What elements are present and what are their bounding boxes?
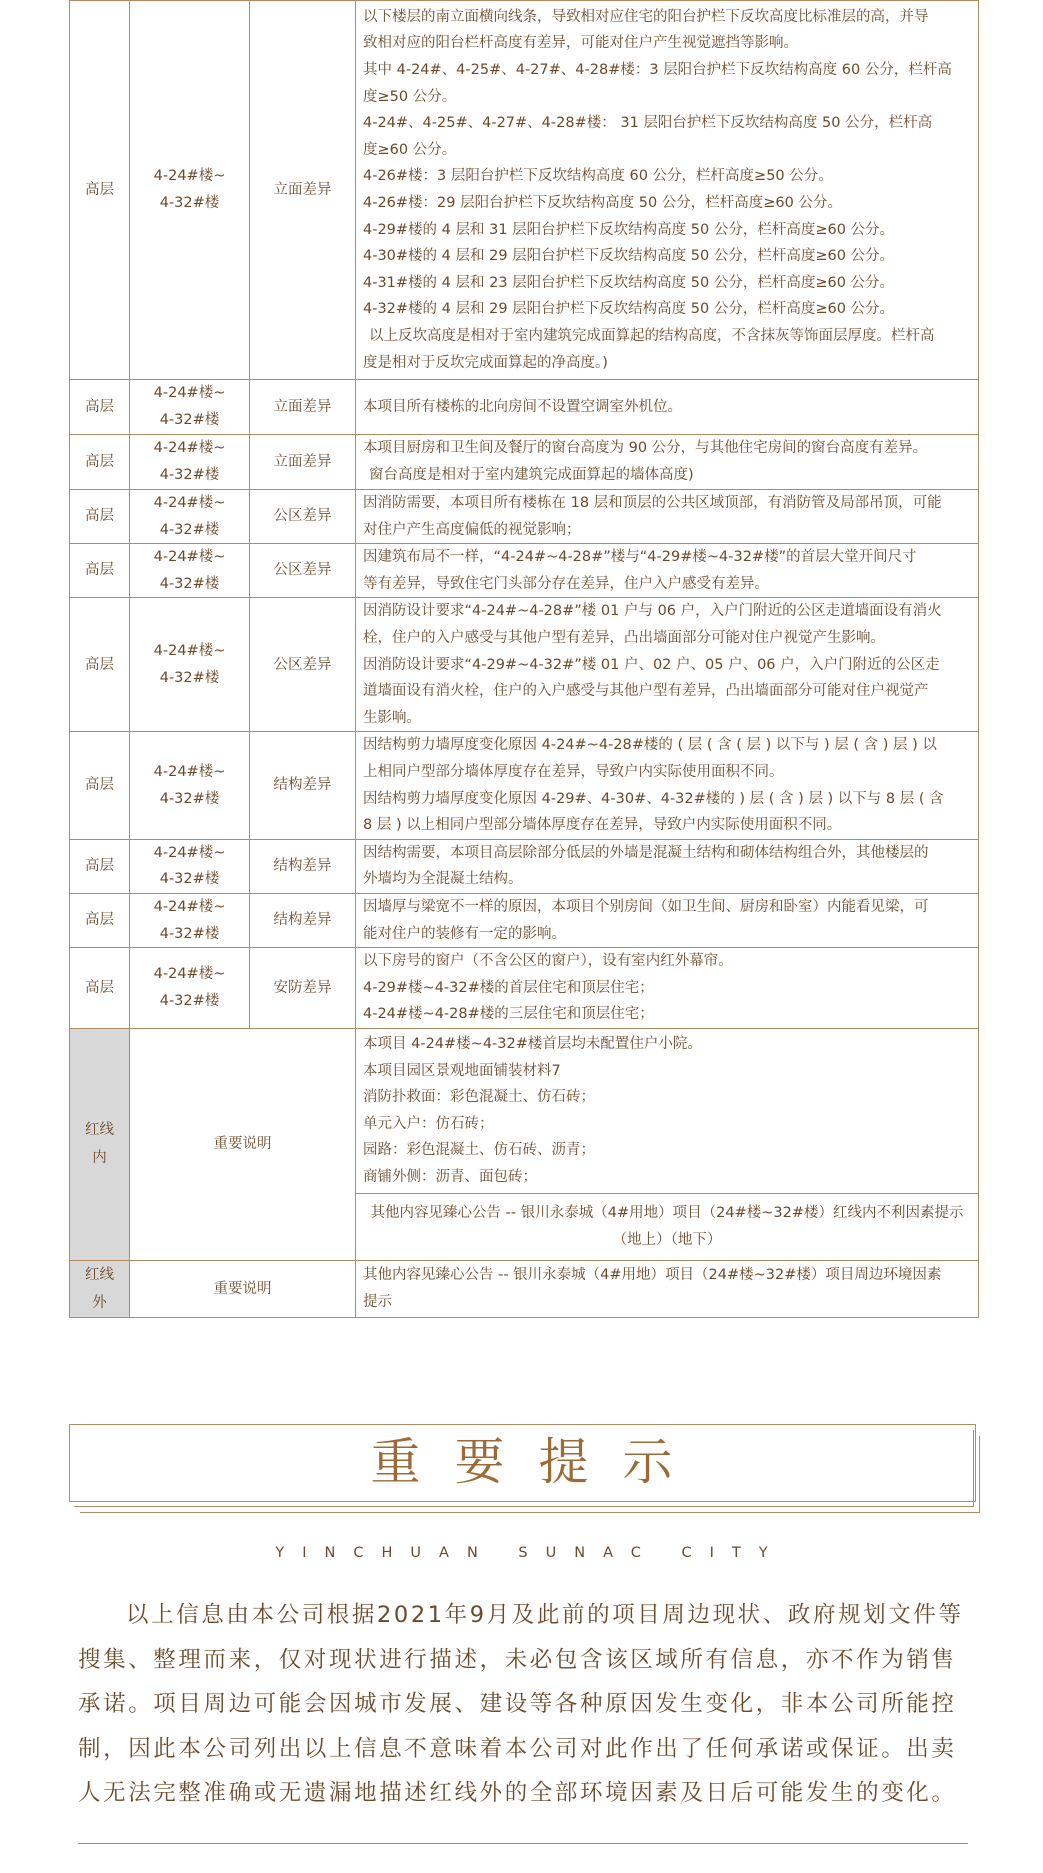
- description-line: 因消防设计要求“4-24#~4-28#”楼 01 户与 06 户，入户门附近的公区走道墙面设有消火: [363, 603, 942, 620]
- level-cell: 高层: [70, 839, 130, 893]
- building-range-line: 4-24#楼~: [153, 763, 226, 780]
- description-line: 致相对应的阳台栏杆高度有差异，可能对住户产生视觉遮挡等影响。: [363, 35, 798, 52]
- description-cell: [356, 732, 979, 839]
- description-line: 8 层 ) 以上相同户型部分墙体厚度存在差异，导致户内实际使用面积不同。: [363, 817, 842, 834]
- description-line: 4-24#楼~4-28#楼的三层住宅和顶层住宅；: [363, 1006, 654, 1023]
- level-cell: 高层: [70, 948, 130, 1029]
- building-range-line: 4-24#楼~: [153, 440, 226, 457]
- inside-footer-line: （地上）（地下）: [612, 1231, 722, 1248]
- description-line: 对住户产生高度偏低的视觉影响；: [363, 521, 581, 538]
- difference-type-cell: 安防差异: [250, 948, 356, 1029]
- description-line: 4-26#楼：3 层阳台护栏下反坎结构高度 60 公分，栏杆高度≥50 公分。: [363, 168, 833, 185]
- description-line: 因建筑布局不一样，“4-24#~4-28#”楼与“4-29#楼~4-32#楼”的首层大堂开间尺寸: [363, 549, 917, 566]
- building-range-cell: [130, 839, 250, 893]
- outside-notes-cell: [356, 1260, 979, 1317]
- building-range-line: 4-24#楼~: [153, 549, 226, 566]
- building-range-cell: [130, 732, 250, 839]
- description-line: 因消防设计要求“4-29#~4-32#”楼 01 户、02 户、05 户、06 户，入户门附近的公区走: [363, 656, 940, 673]
- difference-type-cell: 公区差异: [250, 544, 356, 598]
- building-range-line: 4-24#楼~: [153, 898, 226, 915]
- building-range-cell: [130, 893, 250, 947]
- table-row: [70, 598, 979, 732]
- difference-type-cell: 立面差异: [250, 435, 356, 490]
- description-line: 度≥60 公分。: [363, 141, 457, 158]
- level-cell: 高层: [70, 598, 130, 732]
- important-note-label: 重要说明: [130, 1028, 356, 1260]
- description-line: 窗台高度是相对于室内建筑完成面算起的墙体高度): [369, 467, 694, 483]
- zone-label-line: 红线: [85, 1266, 114, 1283]
- description-line: 4-31#楼的 4 层和 23 层阳台护栏下反坎结构高度 50 公分，栏杆高度≥60 公分。: [363, 274, 895, 291]
- level-cell: 高层: [70, 1, 130, 380]
- building-range-cell: [130, 948, 250, 1029]
- outside-note-line: 提示: [363, 1293, 392, 1310]
- building-range-cell: [130, 544, 250, 598]
- notice-paragraph-line: 人无法完整准确或无遗漏地描述红线外的全部环境因素及日后可能发生的变化。: [78, 1780, 957, 1806]
- building-range-line: 4-24#楼~: [153, 643, 226, 660]
- building-range-line: 4-32#楼: [159, 925, 220, 942]
- description-line: 因结构剪力墙厚度变化原因 4-29#、4-30#、4-32#楼的 ) 层 ( 含 ) 层 ) 以下与 8 层 ( 含: [363, 790, 944, 807]
- table-row-outside: [70, 1260, 979, 1317]
- description-cell: [356, 380, 979, 435]
- building-range-line: 4-32#楼: [159, 195, 220, 211]
- description-line: 以上反坎高度是相对于室内建筑完成面算起的结构高度，不含抹灰等饰面层厚度。栏杆高: [369, 327, 935, 344]
- description-line: 因消防需要，本项目所有楼栋在 18 层和顶层的公共区域顶部，有消防管及局部吊顶，可能: [363, 495, 942, 511]
- building-range-line: 4-24#楼~: [153, 495, 226, 511]
- table-row: [70, 380, 979, 435]
- description-line: 4-29#楼~4-32#楼的首层住宅和顶层住宅；: [363, 979, 654, 996]
- level-cell: 高层: [70, 732, 130, 839]
- description-line: 等有差异，导致住宅门头部分存在差异，住户入户感受有差异。: [363, 575, 769, 592]
- description-line: 生影响。: [363, 709, 421, 726]
- description-line: 其中 4-24#、4-25#、4-27#、4-28#楼：3 层阳台护栏下反坎结构高度 60 公分，栏杆高: [363, 62, 952, 79]
- inside-note-line: 单元入户：仿石砖；: [363, 1115, 494, 1132]
- notice-paragraph-line: 制，因此本公司列出以上信息不意味着本公司对此作出了任何承诺或保证。出卖: [78, 1735, 957, 1762]
- description-line: 道墙面设有消火栓，住户的入户感受与其他户型有差异，凸出墙面部分可能对住户视觉产: [363, 683, 929, 700]
- description-line: 因结构需要，本项目高层除部分低层的外墙是混凝土结构和砌体结构组合外，其他楼层的: [363, 844, 929, 861]
- building-range-cell: [130, 490, 250, 544]
- inside-note-line: 商铺外侧：沥青、面包砖；: [363, 1169, 537, 1186]
- inside-note-line: 园路：彩色混凝土、仿石砖、沥青；: [363, 1142, 595, 1159]
- level-cell: 高层: [70, 490, 130, 544]
- description-cell: [356, 893, 979, 947]
- level-cell: 高层: [70, 435, 130, 490]
- differences-table-body: [70, 1, 979, 1318]
- description-line: 以下房号的窗户（不含公区的窗户），设有室内红外幕帘。: [363, 953, 733, 970]
- difference-type-cell: 公区差异: [250, 598, 356, 732]
- notice-paragraph-line: 搜集、整理而来，仅对现状进行描述，未必包含该区域所有信息，亦不作为销售: [78, 1646, 957, 1673]
- table-row: [70, 732, 979, 839]
- level-cell: 高层: [70, 893, 130, 947]
- building-range-line: 4-24#楼~: [153, 844, 226, 861]
- description-cell: [356, 598, 979, 732]
- inside-footer-line: 其他内容见臻心公告 -- 银川永泰城（4#用地）项目（24#楼~32#楼）红线内不利因素提示: [370, 1205, 964, 1222]
- description-line: 外墙均为全混凝土结构。: [363, 871, 523, 888]
- table-row: [70, 1, 979, 380]
- building-range-line: 4-32#楼: [159, 871, 220, 888]
- notice-subtitle: YINCHUAN SUNAC CITY: [275, 1545, 786, 1561]
- notice-paragraph-line: 承诺。项目周边可能会因城市发展、建设等各种原因发生变化，非本公司所能控: [78, 1691, 957, 1717]
- building-range-line: 4-32#楼: [159, 575, 220, 592]
- building-range-cell: [130, 598, 250, 732]
- level-cell: 高层: [70, 380, 130, 435]
- outside-note-line: 其他内容见臻心公告 -- 银川永泰城（4#用地）项目（24#楼~32#楼）项目周边环境因素: [363, 1267, 942, 1284]
- difference-type-cell: 结构差异: [250, 893, 356, 947]
- table-row-inside: [70, 1028, 979, 1193]
- description-cell: [356, 544, 979, 598]
- building-range-line: 4-32#楼: [159, 412, 220, 428]
- description-line: 4-26#楼：29 层阳台护栏下反坎结构高度 50 公分，栏杆高度≥60 公分。: [363, 195, 842, 211]
- difference-type-cell: 立面差异: [250, 380, 356, 435]
- notice-paragraph-line: 以上信息由本公司根据2021年9月及此前的项目周边现状、政府规划文件等: [126, 1602, 964, 1628]
- difference-type-cell: 结构差异: [250, 732, 356, 839]
- table-row: [70, 490, 979, 544]
- description-line: 栓，住户的入户感受与其他户型有差异，凸出墙面部分可能对住户视觉产生影响。: [363, 629, 885, 646]
- bottom-divider: [78, 1843, 968, 1844]
- table-row: [70, 435, 979, 490]
- description-line: 4-24#、4-25#、4-27#、4-28#楼： 31 层阳台护栏下反坎结构高度 50 公分，栏杆高: [363, 115, 933, 132]
- difference-type-cell: 立面差异: [250, 1, 356, 380]
- description-cell: [356, 435, 979, 490]
- building-range-cell: [130, 380, 250, 435]
- important-note-label: 重要说明: [130, 1260, 356, 1317]
- building-range-line: 4-32#楼: [159, 790, 220, 807]
- description-line: 因结构剪力墙厚度变化原因 4-24#~4-28#楼的 ( 层 ( 含 ( 层 ) 以下与 ) 层 ( 含 ) 层 ) 以: [363, 737, 937, 754]
- zone-label-line: 红线: [85, 1122, 114, 1139]
- description-line: 本项目所有楼栋的北向房间不设置空调室外机位。: [363, 398, 682, 415]
- description-line: 以下楼层的南立面横向线条，导致相对应住宅的阳台护栏下反坎高度比标准层的高，并导: [363, 8, 929, 25]
- table-row: [70, 893, 979, 947]
- table-row: [70, 544, 979, 598]
- description-line: 4-29#楼的 4 层和 31 层阳台护栏下反坎结构高度 50 公分，栏杆高度≥60 公分。: [363, 221, 895, 238]
- building-range-line: 4-32#楼: [159, 467, 220, 483]
- description-cell: [356, 1, 979, 380]
- zone-label-line: 内: [92, 1150, 107, 1167]
- notice-title: 重要提示: [370, 1433, 707, 1491]
- building-range-line: 4-32#楼: [159, 521, 220, 538]
- description-cell: [356, 839, 979, 893]
- description-line: 度是相对于反坎完成面算起的净高度。): [363, 354, 608, 371]
- description-line: 能对住户的装修有一定的影响。: [363, 925, 566, 942]
- building-range-line: 4-32#楼: [159, 992, 220, 1009]
- difference-type-cell: 结构差异: [250, 839, 356, 893]
- differences-table: [69, 0, 979, 1318]
- zone-label-line: 外: [92, 1294, 107, 1311]
- zone-outside-cell: [70, 1260, 130, 1317]
- inside-note-line: 本项目 4-24#楼~4-32#楼首层均未配置住户小院。: [363, 1036, 702, 1053]
- inside-note-line: 本项目园区景观地面铺装材料7: [363, 1062, 561, 1079]
- building-range-line: 4-24#楼~: [153, 385, 226, 402]
- description-line: 本项目厨房和卫生间及餐厅的窗台高度为 90 公分，与其他住宅房间的窗台高度有差异。: [363, 440, 928, 457]
- difference-type-cell: 公区差异: [250, 490, 356, 544]
- level-cell: 高层: [70, 544, 130, 598]
- inside-note-line: 消防扑救面：彩色混凝土、仿石砖；: [363, 1089, 595, 1106]
- building-range-line: 4-24#楼~: [153, 168, 226, 185]
- building-range-line: 4-24#楼~: [153, 966, 226, 983]
- description-line: 因墙厚与梁宽不一样的原因，本项目个别房间（如卫生间、厨房和卧室）内能看见梁，可: [363, 898, 929, 915]
- notice-paragraph: [78, 1593, 978, 1816]
- description-line: 上相同户型部分墙体厚度存在差异，导致户内实际使用面积不同。: [363, 763, 784, 780]
- inside-notes-cell: [356, 1028, 979, 1193]
- table-row: [70, 839, 979, 893]
- description-line: 度≥50 公分。: [363, 88, 457, 105]
- description-line: 4-30#楼的 4 层和 29 层阳台护栏下反坎结构高度 50 公分，栏杆高度≥60 公分。: [363, 248, 895, 265]
- description-line: 4-32#楼的 4 层和 29 层阳台护栏下反坎结构高度 50 公分，栏杆高度≥60 公分。: [363, 301, 895, 318]
- building-range-cell: [130, 435, 250, 490]
- building-range-line: 4-32#楼: [159, 669, 220, 686]
- description-cell: [356, 490, 979, 544]
- table-row: [70, 948, 979, 1029]
- inside-footer-cell: [356, 1193, 979, 1260]
- zone-inside-cell: [70, 1028, 130, 1260]
- description-cell: [356, 948, 979, 1029]
- building-range-cell: [130, 1, 250, 380]
